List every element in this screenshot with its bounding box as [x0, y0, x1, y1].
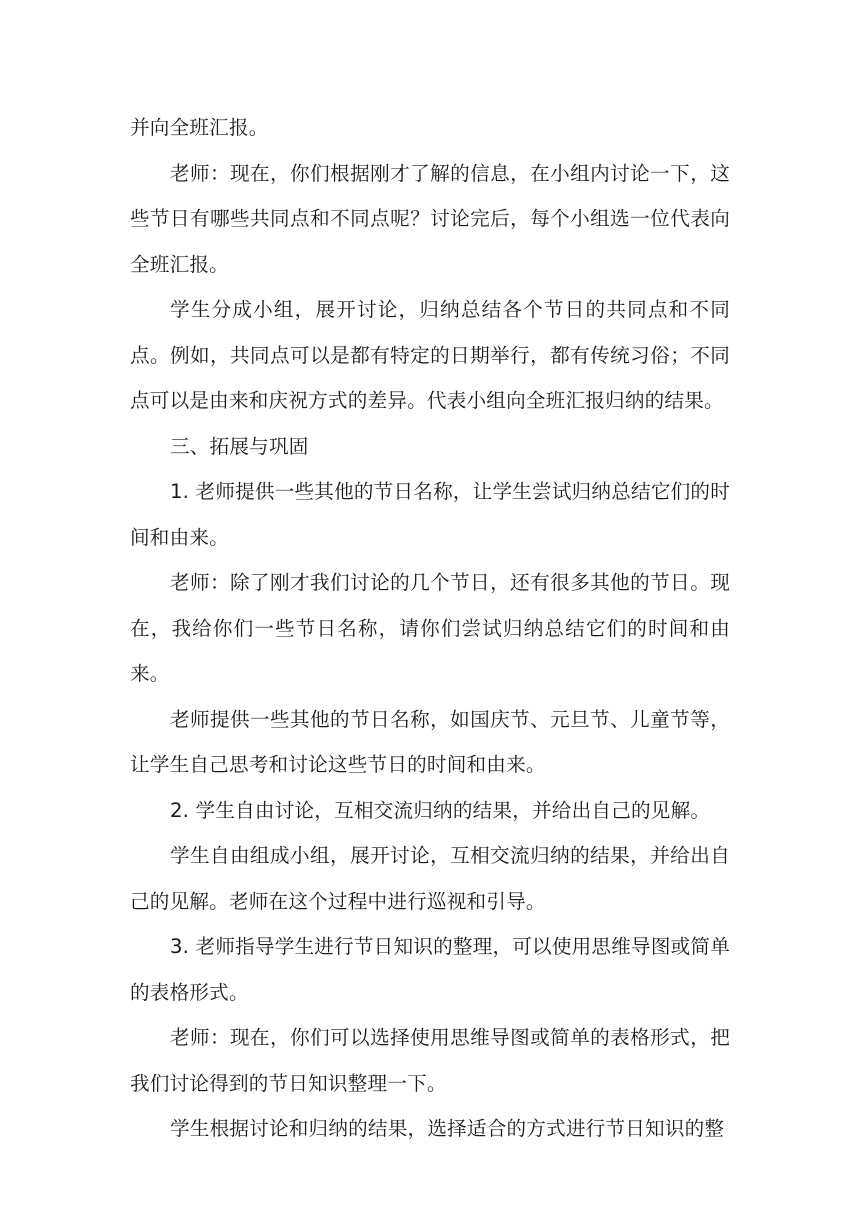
step-1-heading: 1. 老师提供一些其他的节日名称，让学生尝试归纳总结它们的时间和由来。	[130, 480, 730, 549]
paragraph-student-group-discussion: 学生分成小组，展开讨论，归纳总结各个节日的共同点和不同点。例如，共同点可以是都有特定的日期举行，都有传统习俗；不同点可以是由来和庆祝方式的差异。代表小组向全班汇报归纳的结果。	[130, 298, 730, 412]
paragraph-teacher-discussion-prompt: 老师：现在，你们根据刚才了解的信息，在小组内讨论一下，这些节日有哪些共同点和不同点呢？讨论完后，每个小组选一位代表向全班汇报。	[130, 161, 730, 276]
section-heading-extension: 三、拓展与巩固	[170, 434, 309, 458]
paragraph-student-organize: 学生根据讨论和归纳的结果，选择适合的方式进行节日知识的整	[170, 1117, 725, 1140]
paragraph-continuation: 并向全班汇报。	[130, 116, 269, 139]
document-body	[130, 105, 730, 1152]
step-2-heading: 2. 学生自由讨论，互相交流归纳的结果，并给出自己的见解。	[170, 798, 711, 822]
paragraph-teacher-provides-names: 老师提供一些其他的节日名称，如国庆节、元旦节、儿童节等，让学生自己思考和讨论这些节日的时间和由来。	[130, 707, 730, 776]
paragraph-student-free-discussion: 学生自由组成小组，展开讨论，互相交流归纳的结果，并给出自己的见解。老师在这个过程中进行巡视和引导。	[130, 844, 730, 913]
paragraph-teacher-organize-knowledge: 老师：现在，你们可以选择使用思维导图或简单的表格形式，把我们讨论得到的节日知识整理一下。	[130, 1026, 730, 1095]
step-3-heading: 3. 老师指导学生进行节日知识的整理，可以使用思维导图或简单的表格形式。	[130, 935, 730, 1004]
paragraph-teacher-more-festivals: 老师：除了刚才我们讨论的几个节日，还有很多其他的节日。现在，我给你们一些节日名称，请你们尝试归纳总结它们的时间和由来。	[130, 571, 730, 685]
